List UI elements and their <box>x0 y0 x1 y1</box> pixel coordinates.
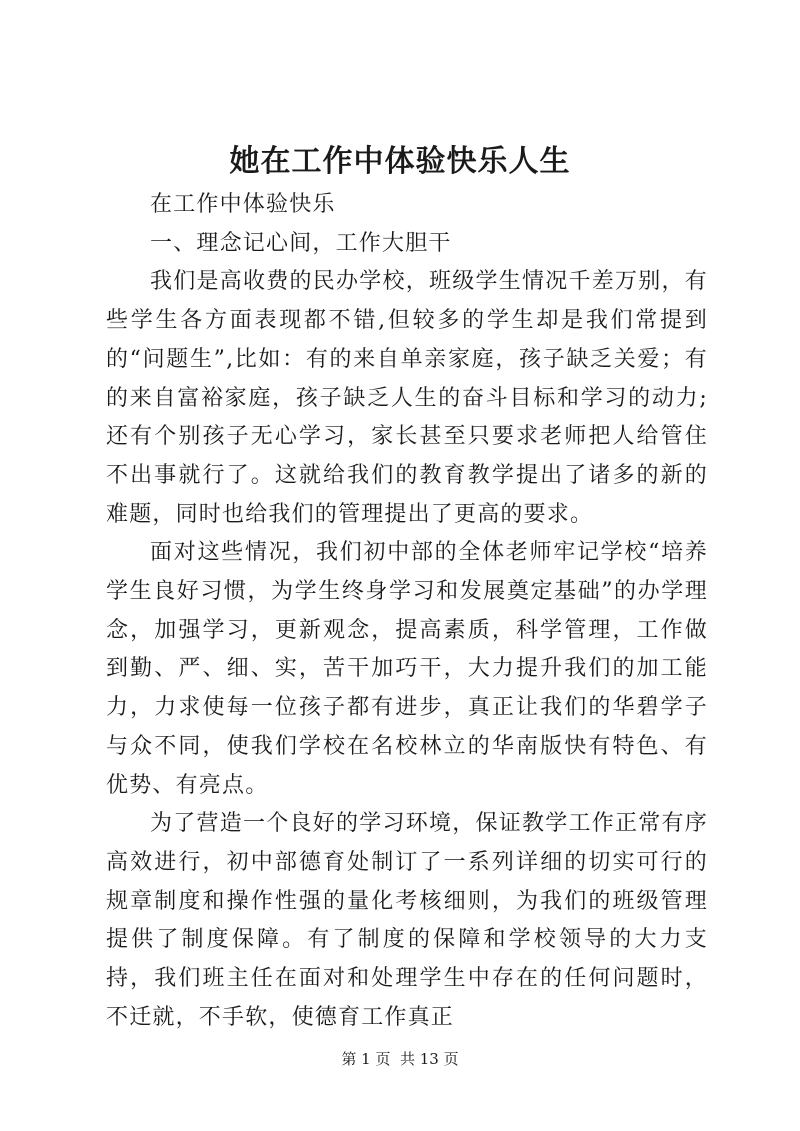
document-title: 她在工作中体验快乐人生 <box>229 144 571 179</box>
body-paragraph: 我们是高收费的民办学校，班级学生情况千差万别，有些学生各方面表现都不错,但较多的学生却是我们常提到的“问题生”,比如：有的来自单亲家庭，孩子缺乏关爱；有的来自富裕家庭，孩子缺乏人生的奋斗目标和学习的动力;还有个别孩子无心学习，家长甚至只要求老师把人给管住不出事就行了。这就给我们的教育教学提出了诸多的新的难题，同时也给我们的管理提出了更高的要求。 <box>106 269 708 527</box>
body-paragraph: 面对这些情况，我们初中部的全体老师牢记学校“培养学生良好习惯，为学生终身学习和发展奠定基础”的办学理念，加强学习，更新观念，提高素质，科学管理，工作做到勤、严、细、实，苦干加巧干，大力提升我们的加工能力，力求使每一位孩子都有进步，真正让我们的华碧学子与众不同，使我们学校在名校林立的华南版快有特色、有优势、有亮点。 <box>106 540 708 798</box>
subsection-heading: 一、理念记心间，工作大胆干 <box>150 230 452 256</box>
body-paragraph: 为了营造一个良好的学习环境，保证教学工作正常有序高效进行，初中部德育处制订了一系列详细的切实可行的规章制度和操作性强的量化考核细则，为我们的班级管理提供了制度保障。有了制度的保障和学校领导的大力支持，我们班主任在面对和处理学生中存在的任何问题时，不迁就，不手软，使德育工作真正 <box>106 811 708 1030</box>
document-body <box>106 186 708 1037</box>
section-heading: 在工作中体验快乐 <box>150 192 336 217</box>
page-number-label: 第 1 页 共 13 页 <box>341 1050 459 1068</box>
page-footer <box>0 1049 800 1069</box>
